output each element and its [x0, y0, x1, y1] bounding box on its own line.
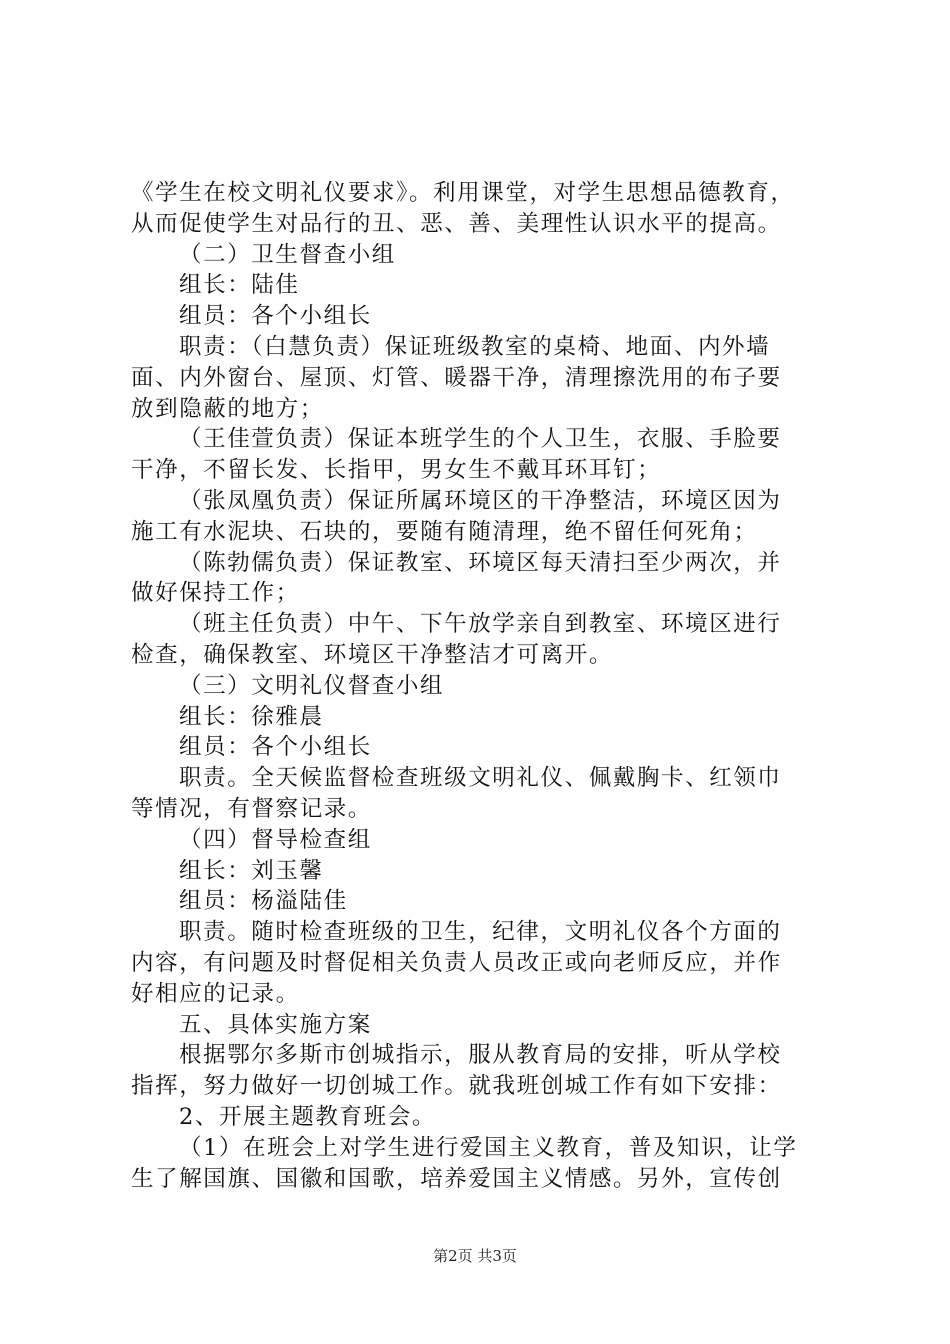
text-line: 生了解国旗、国徽和国歌，培养爱国主义情感。另外，宣传创	[131, 1165, 782, 1192]
text-line: 等情况，有督察记录。	[131, 795, 373, 822]
text-line: （二）卫生督查小组	[179, 241, 396, 268]
text-line: 组长：徐雅晨	[179, 703, 324, 730]
text-line: 检查，确保教室、环境区干净整洁才可离开。	[131, 641, 614, 668]
text-line: 根据鄂尔多斯市创城指示，服从教育局的安排，听从学校	[179, 1042, 782, 1069]
text-line: （张凤凰负责）保证所属环境区的干净整洁，环境区因为	[179, 487, 782, 514]
text-line: 从而促使学生对品行的丑、恶、善、美理性认识水平的提高。	[131, 210, 782, 237]
text-line: 组员：各个小组长	[179, 734, 372, 761]
text-line: （1）在班会上对学生进行爱国主义教育，普及知识，让学	[179, 1134, 798, 1161]
text-line: 干净，不留长发、长指甲，男女生不戴耳环耳钉；	[131, 457, 662, 484]
document-body	[131, 178, 831, 1194]
text-line: 职责。全天候监督检查班级文明礼仪、佩戴胸卡、红领巾	[179, 765, 782, 792]
text-line: 组长：陆佳	[179, 272, 300, 299]
text-line: 组长：刘玉馨	[179, 857, 324, 884]
text-line: 放到隐蔽的地方；	[131, 395, 324, 422]
text-line: 《学生在校文明礼仪要求》。利用课堂，对学生思想品德教育，	[131, 180, 795, 206]
text-line: 组员：各个小组长	[179, 303, 372, 330]
text-line: 施工有水泥块、石块的，要随有随清理，绝不留任何死角；	[131, 518, 758, 545]
text-line: 指挥，努力做好一切创城工作。就我班创城工作有如下安排：	[131, 1073, 782, 1100]
text-line: （陈勃儒负责）保证教室、环境区每天清扫至少两次，并	[179, 549, 782, 576]
text-line: （三）文明礼仪督查小组	[179, 672, 445, 699]
text-line: 2、开展主题教育班会。	[179, 1103, 436, 1130]
text-line: 做好保持工作；	[131, 580, 300, 607]
text-line: 组员：杨溢陆佳	[179, 888, 348, 915]
text-line: 面、内外窗台、屋顶、灯管、暖器干净，清理擦洗用的布子要	[131, 364, 782, 391]
text-line: 职责：（白慧负责）保证班级教室的桌椅、地面、内外墙	[179, 333, 771, 360]
text-line: 五、具体实施方案	[179, 1011, 372, 1038]
text-line: （王佳萱负责）保证本班学生的个人卫生，衣服、手脸要	[179, 426, 782, 453]
text-line: 好相应的记录。	[131, 980, 300, 1007]
text-line: 职责。随时检查班级的卫生，纪律，文明礼仪各个方面的	[179, 919, 782, 946]
page-footer: 第2页 共3页	[433, 1247, 517, 1265]
text-line: 内容，有问题及时督促相关负责人员改正或向老师反应，并作	[131, 949, 782, 976]
text-line: （班主任负责）中午、下午放学亲自到教室、环境区进行	[179, 611, 782, 638]
text-line: （四）督导检查组	[179, 826, 372, 853]
